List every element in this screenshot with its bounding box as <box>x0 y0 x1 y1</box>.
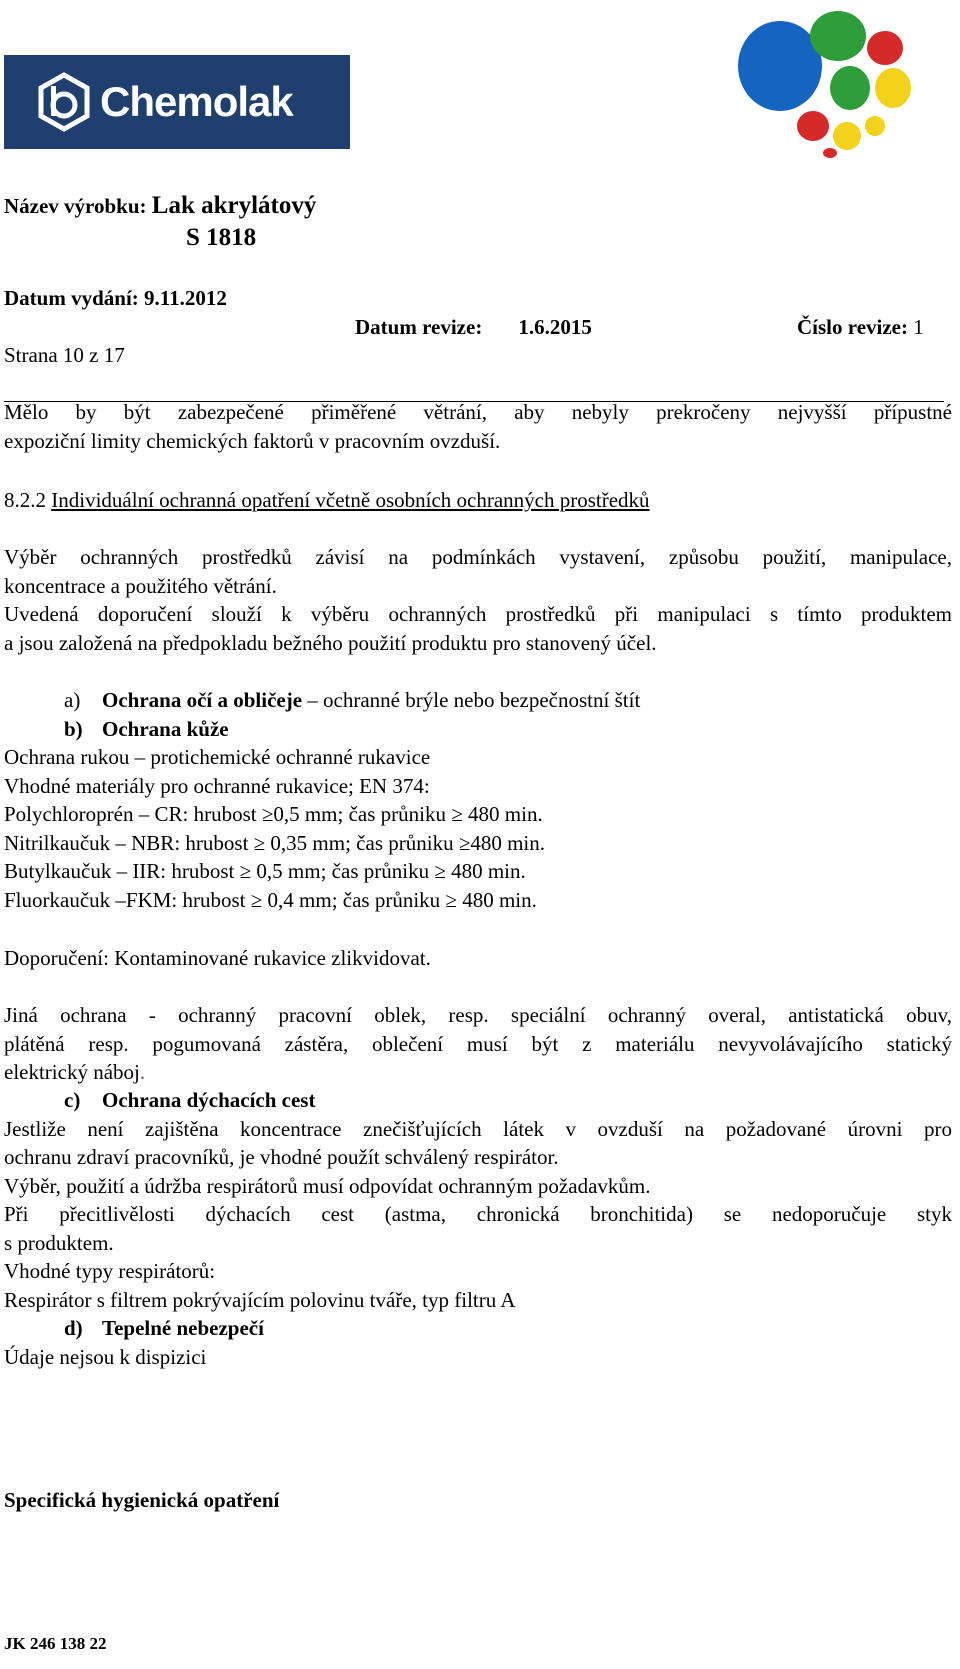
skin-line-6: Fluorkaučuk –FKM: hrubost ≥ 0,4 mm; čas průniku ≥ 480 min. <box>4 888 537 912</box>
section-heading <box>4 486 650 515</box>
skin-protection <box>64 715 229 744</box>
resp-line-6: Vhodné typy respirátorů: <box>4 1259 216 1283</box>
other-protection-line-2: plátěná resp. pogumovaná zástěra, oblečení musí být z materiálu nevyvolávajícího statický <box>4 1032 952 1056</box>
revision-number-line <box>797 313 924 342</box>
eye-title: Ochrana očí a obličeje <box>102 688 303 712</box>
product-line <box>4 191 316 221</box>
page-number: Strana 10 z 17 <box>4 343 125 367</box>
intro-line-1: Mělo by být zabezpečené přiměřené větrání, aby nebyly prekročeny nejvyšší přípustné <box>4 400 952 424</box>
eye-protection <box>64 686 640 715</box>
revision-date-line <box>355 313 592 342</box>
logo-text: Chemolak <box>100 78 293 125</box>
resp-title: Ochrana dýchacích cest <box>102 1088 316 1112</box>
resp-line-3: Výběr, použití a údržba respirátorů musí odpovídat ochranným požadavkům. <box>4 1174 651 1198</box>
product-code: S 1818 <box>186 224 257 251</box>
issue-date: Datum vydání: 9.11.2012 <box>4 286 227 310</box>
other-protection-text: elektrický náboj <box>4 1060 140 1084</box>
heat-text: Údaje nejsou k dispizici <box>4 1345 207 1369</box>
skin-line-5: Butylkaučuk – IIR: hrubost ≥ 0,5 mm; čas průniku ≥ 480 min. <box>4 859 526 883</box>
recommendation: Doporučení: Kontaminované rukavice zlikvidovat. <box>4 946 431 970</box>
skin-line-1: Ochrana rukou – protichemické ochranné rukavice <box>4 745 431 769</box>
other-protection-line-3 <box>4 1058 145 1087</box>
hygiene-title: Specifická hygienická opatření <box>4 1488 280 1512</box>
skin-label: b) <box>64 717 83 741</box>
resp-line-1: Jestliže není zajištěna koncentrace znečišťujících látek v ovzduší na požadované úrovni pro <box>4 1117 952 1141</box>
skin-line-3: Polychloroprén – CR: hrubost ≥0,5 mm; čas průniku ≥ 480 min. <box>4 802 543 826</box>
other-protection-line-1: Jiná ochrana - ochranný pracovní oblek, resp. speciální ochranný overal, antistatická obuv, <box>4 1003 952 1027</box>
paragraph-1-line-2: koncentrace a použitého větrání. <box>4 574 277 598</box>
paragraph-2-line-2: a jsou založená na předpokladu bežného použití produktu pro stanovený účel. <box>4 631 657 655</box>
resp-line-7: Respirátor s filtrem pokrývajícím polovinu tváře, typ filtru A <box>4 1288 516 1312</box>
other-protection-period: . <box>139 1060 146 1084</box>
chemolak-logo <box>4 55 350 149</box>
revision-number: 1 <box>913 315 924 339</box>
resp-line-2: ochranu zdraví pracovníků, je vhodné použít schválený respirátor. <box>4 1145 559 1169</box>
resp-line-5: s produktem. <box>4 1231 114 1255</box>
revision-number-label: Číslo revize: <box>797 315 908 339</box>
eye-label: a) <box>64 688 81 712</box>
skin-title: Ochrana kůže <box>102 717 229 741</box>
revision-date-label: Datum revize: <box>355 315 483 339</box>
heat-hazard <box>64 1314 264 1343</box>
revision-date: 1.6.2015 <box>518 315 592 339</box>
section-number: 8.2.2 <box>4 488 46 512</box>
chemolak-emblem-icon <box>34 72 94 132</box>
paragraph-2-line-1: Uvedená doporučení slouží k výběru ochranných prostředků při manipulaci s tímto produktem <box>4 602 952 626</box>
resp-line-4: Při přecitlivělosti dýchacích cest (astma, chronická bronchitida) se nedoporučuje styk <box>4 1202 952 1226</box>
intro-line-2: expoziční limity chemických faktorů v pracovním ovzduší. <box>4 429 501 453</box>
color-blobs-logo <box>735 8 935 158</box>
resp-label: c) <box>64 1088 81 1112</box>
product-label: Název výrobku: <box>4 194 147 218</box>
skin-line-4: Nitrilkaučuk – NBR: hrubost ≥ 0,35 mm; čas průniku ≥480 min. <box>4 831 546 855</box>
respiratory-protection <box>64 1086 315 1115</box>
paragraph-1-line-1: Výběr ochranných prostředků závisí na podmínkách vystavení, způsobu použití, manipulace, <box>4 545 952 569</box>
section-title: Individuální ochranná opatření včetně osobních ochranných prostředků <box>51 488 650 512</box>
footer-code: JK 246 138 22 <box>4 1634 107 1653</box>
product-name: Lak akrylátový <box>151 192 317 219</box>
skin-line-2: Vhodné materiály pro ochranné rukavice; EN 374: <box>4 774 430 798</box>
heat-title: Tepelné nebezpečí <box>102 1316 264 1340</box>
heat-label: d) <box>64 1316 83 1340</box>
eye-text: – ochranné brýle nebo bezpečnostní štít <box>302 688 641 712</box>
